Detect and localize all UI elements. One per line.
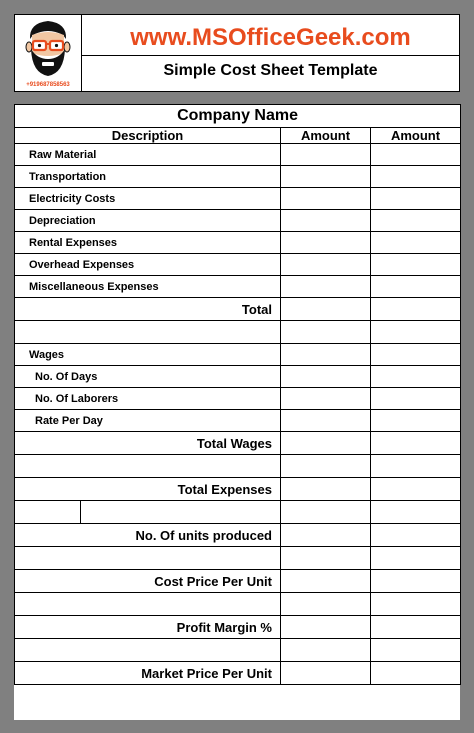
blank-cell[interactable]: [15, 455, 281, 478]
blank-cell[interactable]: [15, 639, 281, 662]
amount-cell[interactable]: [281, 232, 371, 254]
market-price-row: [15, 662, 461, 685]
amount-cell[interactable]: [281, 455, 371, 478]
amount-cell[interactable]: [371, 344, 461, 366]
item-electricity-costs: Electricity Costs: [15, 188, 281, 210]
total-row: [15, 298, 461, 321]
total-expenses-row: [15, 478, 461, 501]
table-row: [15, 276, 461, 298]
header: [14, 14, 460, 92]
table-row: [15, 410, 461, 432]
total-label: Total: [15, 298, 281, 321]
amount-cell[interactable]: [371, 639, 461, 662]
amount-cell[interactable]: [371, 144, 461, 166]
cost-sheet: [14, 104, 460, 720]
amount-cell[interactable]: [371, 188, 461, 210]
document-title: Simple Cost Sheet Template: [163, 62, 378, 79]
table-row: [15, 344, 461, 366]
amount-cell[interactable]: [371, 432, 461, 455]
total-expenses-label: Total Expenses: [15, 478, 281, 501]
amount-cell[interactable]: [371, 298, 461, 321]
amount-cell[interactable]: [371, 166, 461, 188]
amount-cell[interactable]: [371, 524, 461, 547]
table-row: [15, 388, 461, 410]
table-row: [15, 166, 461, 188]
amount-cell[interactable]: [371, 616, 461, 639]
amount-header-1: Amount: [281, 128, 371, 144]
item-raw-material: Raw Material: [15, 144, 281, 166]
units-row: [15, 524, 461, 547]
item-miscellaneous-expenses: Miscellaneous Expenses: [15, 276, 281, 298]
amount-cell[interactable]: [281, 210, 371, 232]
amount-cell[interactable]: [371, 547, 461, 570]
table-row: [15, 232, 461, 254]
total-wages-label: Total Wages: [15, 432, 281, 455]
blank-row: [15, 547, 461, 570]
amount-cell[interactable]: [281, 166, 371, 188]
amount-cell[interactable]: [281, 144, 371, 166]
column-header-row: [15, 128, 461, 144]
table-row: [15, 366, 461, 388]
amount-cell[interactable]: [281, 410, 371, 432]
amount-cell[interactable]: [371, 321, 461, 344]
wage-item-days: No. Of Days: [15, 366, 281, 388]
amount-cell[interactable]: [281, 524, 371, 547]
amount-cell[interactable]: [281, 501, 371, 524]
site-url: www.MSOfficeGeek.com: [82, 23, 459, 56]
units-produced-label: No. Of units produced: [15, 524, 281, 547]
cost-price-row: [15, 570, 461, 593]
amount-cell[interactable]: [371, 570, 461, 593]
amount-cell[interactable]: [281, 298, 371, 321]
cost-price-label: Cost Price Per Unit: [15, 570, 281, 593]
amount-cell[interactable]: [281, 388, 371, 410]
amount-header-2: Amount: [371, 128, 461, 144]
bearded-man-glasses-icon: [15, 15, 81, 79]
phone-number: +919687858563: [26, 82, 70, 88]
amount-cell[interactable]: [371, 410, 461, 432]
total-wages-row: [15, 432, 461, 455]
logo: [15, 15, 82, 91]
item-overhead-expenses: Overhead Expenses: [15, 254, 281, 276]
amount-cell[interactable]: [281, 366, 371, 388]
blank-cell[interactable]: [15, 547, 281, 570]
blank-row: [15, 593, 461, 616]
amount-cell[interactable]: [281, 276, 371, 298]
blank-row: [15, 455, 461, 478]
profit-margin-label: Profit Margin %: [15, 616, 281, 639]
item-depreciation: Depreciation: [15, 210, 281, 232]
amount-cell[interactable]: [371, 210, 461, 232]
amount-cell[interactable]: [281, 321, 371, 344]
table-row: [15, 188, 461, 210]
amount-cell[interactable]: [371, 388, 461, 410]
amount-cell[interactable]: [281, 593, 371, 616]
amount-cell[interactable]: [281, 432, 371, 455]
amount-cell[interactable]: [371, 593, 461, 616]
company-name[interactable]: Company Name: [15, 105, 461, 128]
wage-item-rate: Rate Per Day: [15, 410, 281, 432]
amount-cell[interactable]: [281, 639, 371, 662]
amount-cell[interactable]: [281, 344, 371, 366]
amount-cell[interactable]: [281, 662, 371, 685]
item-transportation: Transportation: [15, 166, 281, 188]
item-rental-expenses: Rental Expenses: [15, 232, 281, 254]
amount-cell[interactable]: [371, 276, 461, 298]
amount-cell[interactable]: [281, 254, 371, 276]
company-row: [15, 105, 461, 128]
blank-row: [15, 639, 461, 662]
amount-cell[interactable]: [281, 616, 371, 639]
blank-cell[interactable]: [15, 593, 281, 616]
amount-cell[interactable]: [281, 478, 371, 501]
description-header: Description: [15, 128, 281, 144]
wage-item-laborers: No. Of Laborers: [15, 388, 281, 410]
blank-cell[interactable]: [15, 321, 281, 344]
amount-cell[interactable]: [281, 547, 371, 570]
split-blank-row: [15, 501, 461, 524]
table-row: [15, 254, 461, 276]
profit-margin-row: [15, 616, 461, 639]
wages-label: Wages: [15, 344, 281, 366]
amount-cell[interactable]: [371, 478, 461, 501]
amount-cell[interactable]: [371, 254, 461, 276]
cost-table: [14, 104, 461, 685]
blank-cell[interactable]: [15, 501, 81, 524]
amount-cell[interactable]: [371, 455, 461, 478]
amount-cell[interactable]: [281, 188, 371, 210]
market-price-label: Market Price Per Unit: [15, 662, 281, 685]
amount-cell[interactable]: [371, 662, 461, 685]
blank-row: [15, 321, 461, 344]
amount-cell[interactable]: [371, 366, 461, 388]
title-area: [82, 15, 459, 91]
amount-cell[interactable]: [371, 232, 461, 254]
amount-cell[interactable]: [281, 570, 371, 593]
table-row: [15, 144, 461, 166]
amount-cell[interactable]: [371, 501, 461, 524]
table-row: [15, 210, 461, 232]
blank-cell[interactable]: [81, 501, 281, 524]
